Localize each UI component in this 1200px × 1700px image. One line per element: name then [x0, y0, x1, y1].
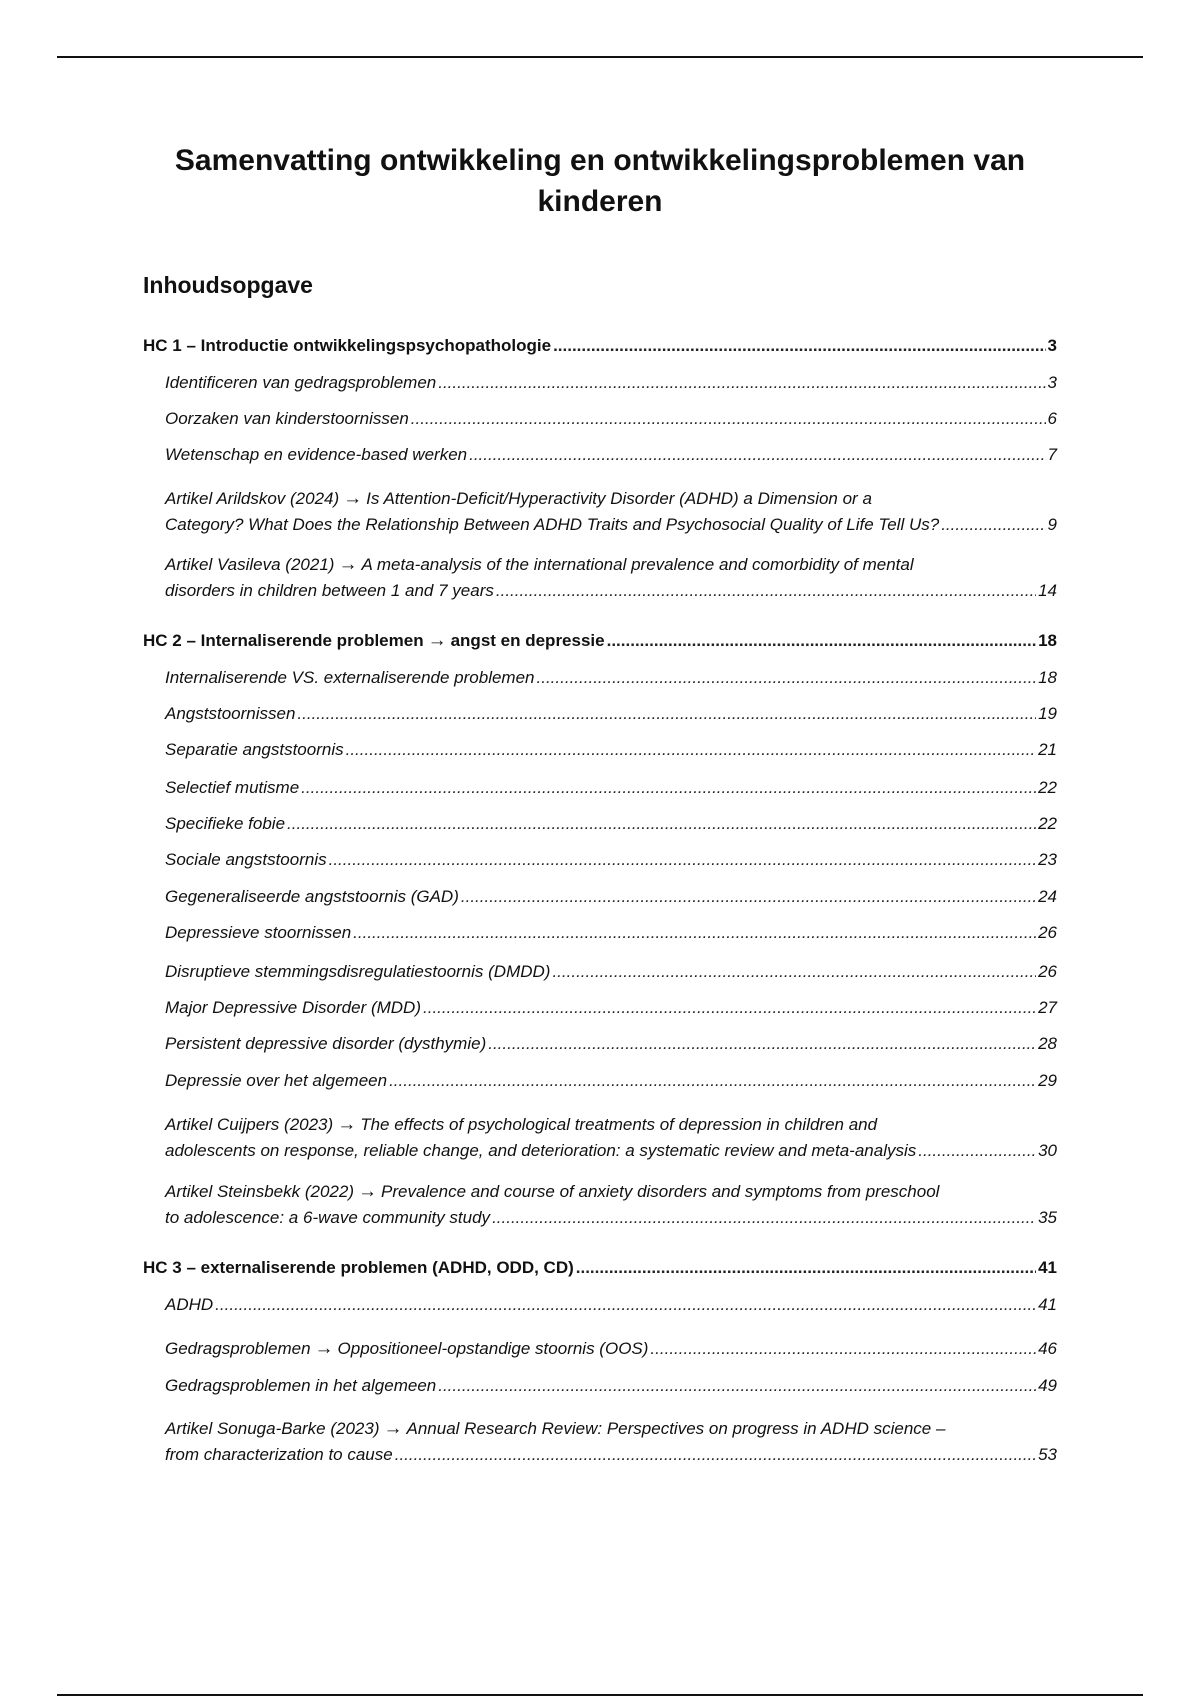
toc-page-number: 14: [1038, 581, 1057, 600]
article-title-part-1: Annual Research Review: Perspectives on progress in ADHD science –: [406, 1419, 946, 1438]
toc-chapter-entry[interactable]: [143, 1255, 1057, 1281]
toc-page-number: 9: [1047, 515, 1057, 534]
toc-section-entry[interactable]: [165, 737, 1057, 763]
toc-entry-label: [165, 370, 436, 396]
toc-article-entry[interactable]: [165, 1416, 1057, 1468]
toc-entry-row: [165, 1442, 1057, 1468]
dot-leader: [389, 1068, 1036, 1094]
toc-entry-row: [165, 884, 1057, 910]
toc-entry-row: [165, 1138, 1057, 1164]
dot-leader: [650, 1336, 1036, 1362]
toc-page-number: 41: [1038, 1258, 1057, 1277]
toc-entry-first-line: [165, 1179, 1057, 1205]
document-title: Samenvatting ontwikkeling en ontwikkelingsproblemen van kinderen: [174, 144, 1026, 218]
toc-entry-label-text: Separatie angststoornis: [165, 740, 344, 759]
toc-page-number: 53: [1038, 1445, 1057, 1464]
arrow-right-icon: →: [427, 630, 447, 651]
toc-page-number: 22: [1038, 814, 1057, 833]
toc-entry-label: [165, 701, 295, 727]
toc-entry-row: [165, 920, 1057, 946]
toc-entry-first-line: [165, 1416, 1057, 1442]
toc-entry-label-text: Gedragsproblemen in het algemeen: [165, 1376, 437, 1395]
toc-entry-row: [143, 628, 1057, 654]
dot-leader: [553, 333, 1045, 359]
toc-page-number: 18: [1038, 631, 1057, 650]
toc-heading: Inhoudsopgave: [143, 272, 313, 298]
toc-entry-label: [165, 775, 299, 801]
toc-page-number: 18: [1038, 668, 1057, 687]
toc-page-number: 23: [1038, 850, 1057, 869]
toc-entry-label-text: Internaliserende VS. externaliserende problemen: [165, 668, 535, 687]
toc-section-entry[interactable]: [165, 1292, 1057, 1318]
toc-section-entry[interactable]: [165, 701, 1057, 727]
dot-leader: [552, 959, 1036, 985]
dot-leader: [395, 1442, 1036, 1468]
toc-entry-label: [165, 995, 421, 1021]
arrow-right-icon: →: [337, 1114, 357, 1135]
dot-leader: [496, 578, 1036, 604]
toc-section-entry[interactable]: [165, 1336, 1057, 1362]
toc-entry-row: [165, 847, 1057, 873]
article-title-part-2: to adolescence: a 6-wave community study: [165, 1208, 491, 1227]
toc-section-entry[interactable]: [165, 1373, 1057, 1399]
toc-section-entry[interactable]: [165, 847, 1057, 873]
toc-entry-label-text: Gedragsproblemen: [165, 1339, 311, 1358]
toc-entry-label-text: Angststoornissen: [165, 704, 296, 723]
toc-entry-label: [165, 737, 344, 763]
toc-entry-label: [165, 1031, 486, 1057]
article-citation: Artikel Sonuga-Barke (2023): [165, 1419, 380, 1438]
toc-article-entry[interactable]: [165, 552, 1057, 604]
toc-entry-label: [165, 1068, 387, 1094]
toc-section-entry[interactable]: [165, 442, 1057, 468]
toc-article-entry[interactable]: [165, 486, 1057, 538]
toc-page-number: 35: [1038, 1208, 1057, 1227]
toc-entry-label-text: Identificeren van gedragsproblemen: [165, 373, 437, 392]
toc-entry-label-text: Persistent depressive disorder (dysthymie): [165, 1034, 487, 1053]
toc-entry-row: [165, 1031, 1057, 1057]
toc-entry-label-text: ADHD: [165, 1295, 214, 1314]
toc-entry-first-line: [165, 552, 1057, 578]
toc-entry-label-text: HC 3 – externaliserende problemen (ADHD, ODD, CD): [143, 1258, 574, 1277]
dot-leader: [492, 1205, 1036, 1231]
toc-entry-row: [165, 406, 1057, 432]
arrow-right-icon: →: [383, 1418, 403, 1439]
toc-page-number: 29: [1038, 1071, 1057, 1090]
toc-entry-label-text: Oorzaken van kinderstoornissen: [165, 409, 409, 428]
toc-section-entry[interactable]: [165, 665, 1057, 691]
toc-entry-label-suffix: Oppositioneel-opstandige stoornis (OOS): [337, 1339, 649, 1358]
toc-section-entry[interactable]: [165, 775, 1057, 801]
toc-chapter-entry[interactable]: [143, 628, 1057, 654]
toc-entry-label-text: Depressie over het algemeen: [165, 1071, 388, 1090]
toc-entry-label: [143, 333, 551, 359]
toc-entry-label-suffix: angst en depressie: [450, 631, 605, 650]
arrow-right-icon: →: [357, 1181, 377, 1202]
toc-entry-row: [165, 370, 1057, 396]
toc-page-number: 24: [1038, 887, 1057, 906]
dot-leader: [488, 1031, 1036, 1057]
toc-page-number: 7: [1047, 445, 1057, 464]
dot-leader: [438, 370, 1045, 396]
dot-leader: [411, 406, 1046, 432]
toc-entry-label: [165, 1292, 213, 1318]
toc-entry-row: [165, 1373, 1057, 1399]
article-citation: Artikel Cuijpers (2023): [165, 1115, 334, 1134]
dot-leader: [469, 442, 1045, 468]
toc-entry-label: [165, 847, 327, 873]
toc-section-entry[interactable]: [165, 884, 1057, 910]
toc-section-entry[interactable]: [165, 1031, 1057, 1057]
dot-leader: [941, 512, 1045, 538]
toc-section-entry[interactable]: [165, 1068, 1057, 1094]
toc-page-number: 26: [1038, 923, 1057, 942]
toc-entry-row: [143, 1255, 1057, 1281]
dot-leader: [918, 1138, 1036, 1164]
toc-entry-row: [165, 578, 1057, 604]
toc-entry-row: [165, 1205, 1057, 1231]
toc-page-number: 26: [1038, 962, 1057, 981]
dot-leader: [329, 847, 1036, 873]
toc-entry-label-text: Specifieke fobie: [165, 814, 286, 833]
toc-entry-row: [165, 1068, 1057, 1094]
toc-entry-row: [165, 995, 1057, 1021]
toc-entry-row: [165, 811, 1057, 837]
article-title-part-1: The effects of psychological treatments of depression in children and: [360, 1115, 878, 1134]
toc-section-entry[interactable]: [165, 811, 1057, 837]
article-citation: Artikel Vasileva (2021): [165, 555, 335, 574]
toc-entry-label: [165, 959, 550, 985]
toc-entry-row: [165, 701, 1057, 727]
article-title-part-1: A meta-analysis of the international prevalence and comorbidity of mental: [361, 555, 914, 574]
toc-entry-row: [165, 442, 1057, 468]
toc-entry-label: [143, 1255, 574, 1281]
dot-leader: [301, 775, 1036, 801]
toc-entry-label: [165, 442, 467, 468]
toc-entry-label: [165, 665, 535, 691]
toc-article-entry[interactable]: [165, 1112, 1057, 1164]
toc-section-entry[interactable]: [165, 406, 1057, 432]
dot-leader: [423, 995, 1036, 1021]
arrow-right-icon: →: [314, 1338, 334, 1359]
article-title-part-2: disorders in children between 1 and 7 years: [165, 581, 494, 600]
toc-page-number: 6: [1047, 409, 1057, 428]
toc-entry-label: [165, 811, 285, 837]
toc-entry-label-text: Selectief mutisme: [165, 778, 300, 797]
dot-leader: [438, 1373, 1036, 1399]
toc-page-number: 22: [1038, 778, 1057, 797]
toc-entry-label-text: HC 2 – Internaliserende problemen: [143, 631, 424, 650]
dot-leader: [287, 811, 1036, 837]
toc-page-number: 46: [1038, 1339, 1057, 1358]
toc-entry-label: [165, 1373, 436, 1399]
toc-entry-row: [165, 1292, 1057, 1318]
toc-entry-label-text: Disruptieve stemmingsdisregulatiestoornis (DMDD): [165, 962, 551, 981]
toc-page-number: 3: [1047, 336, 1057, 355]
arrow-right-icon: →: [343, 488, 363, 509]
toc-section-entry[interactable]: [165, 995, 1057, 1021]
toc-entry-row: [143, 333, 1057, 359]
toc-entry-row: [165, 665, 1057, 691]
toc-entry-label: [165, 406, 409, 432]
footer-rule: [57, 1694, 1143, 1696]
toc-entry-label: [165, 884, 459, 910]
toc-entry-label-text: Wetenschap en evidence-based werken: [165, 445, 468, 464]
toc-entry-first-line: [165, 486, 1057, 512]
toc-section-entry[interactable]: [165, 370, 1057, 396]
toc-entry-label: [165, 1336, 648, 1362]
toc-article-entry[interactable]: [165, 1179, 1057, 1231]
toc-entry-row: [165, 775, 1057, 801]
toc-entry-row: [165, 512, 1057, 538]
arrow-right-icon: →: [338, 554, 358, 575]
dot-leader: [346, 737, 1036, 763]
toc-entry-label-text: Sociale angststoornis: [165, 850, 327, 869]
toc-page-number: 19: [1038, 704, 1057, 723]
toc-entry-row: [165, 737, 1057, 763]
toc-page-number: 41: [1038, 1295, 1057, 1314]
article-citation: Artikel Arildskov (2024): [165, 489, 340, 508]
article-title-part-2: Category? What Does the Relationship Between ADHD Traits and Psychosocial Quality of Life Tell Us?: [165, 515, 940, 534]
toc-entry-row: [165, 959, 1057, 985]
article-title-part-2: adolescents on response, reliable change, and deterioration: a systematic review and meta-analysis: [165, 1141, 917, 1160]
toc-entry-row: [165, 1336, 1057, 1362]
toc-entry-label: [143, 628, 605, 654]
toc-entry-label-text: Gegeneraliseerde angststoornis (GAD): [165, 887, 459, 906]
toc-entry-label-text: Depressieve stoornissen: [165, 923, 352, 942]
toc-entry-label-text: Major Depressive Disorder (MDD): [165, 998, 421, 1017]
toc-page-number: 30: [1038, 1141, 1057, 1160]
dot-leader: [215, 1292, 1036, 1318]
dot-leader: [607, 628, 1036, 654]
toc-page-number: 28: [1038, 1034, 1057, 1053]
dot-leader: [297, 701, 1036, 727]
article-citation: Artikel Steinsbekk (2022): [165, 1182, 354, 1201]
toc-entry-first-line: [165, 1112, 1057, 1138]
article-title-part-1: Prevalence and course of anxiety disorders and symptoms from preschool: [380, 1182, 940, 1201]
toc-section-entry[interactable]: [165, 959, 1057, 985]
dot-leader: [353, 920, 1036, 946]
toc-chapter-entry[interactable]: [143, 333, 1057, 359]
dot-leader: [576, 1255, 1036, 1281]
toc-page-number: 21: [1038, 740, 1057, 759]
article-title-part-2: from characterization to cause: [165, 1445, 393, 1464]
toc-page-number: 49: [1038, 1376, 1057, 1395]
article-title-part-1: Is Attention-Deficit/Hyperactivity Disorder (ADHD) a Dimension or a: [366, 489, 872, 508]
toc-entry-label-text: HC 1 – Introductie ontwikkelingspsychopathologie: [143, 336, 552, 355]
dot-leader: [537, 665, 1037, 691]
toc-page-number: 3: [1047, 373, 1057, 392]
toc-entry-label: [165, 920, 351, 946]
dot-leader: [461, 884, 1036, 910]
toc-section-entry[interactable]: [165, 920, 1057, 946]
toc-page-number: 27: [1038, 998, 1057, 1017]
